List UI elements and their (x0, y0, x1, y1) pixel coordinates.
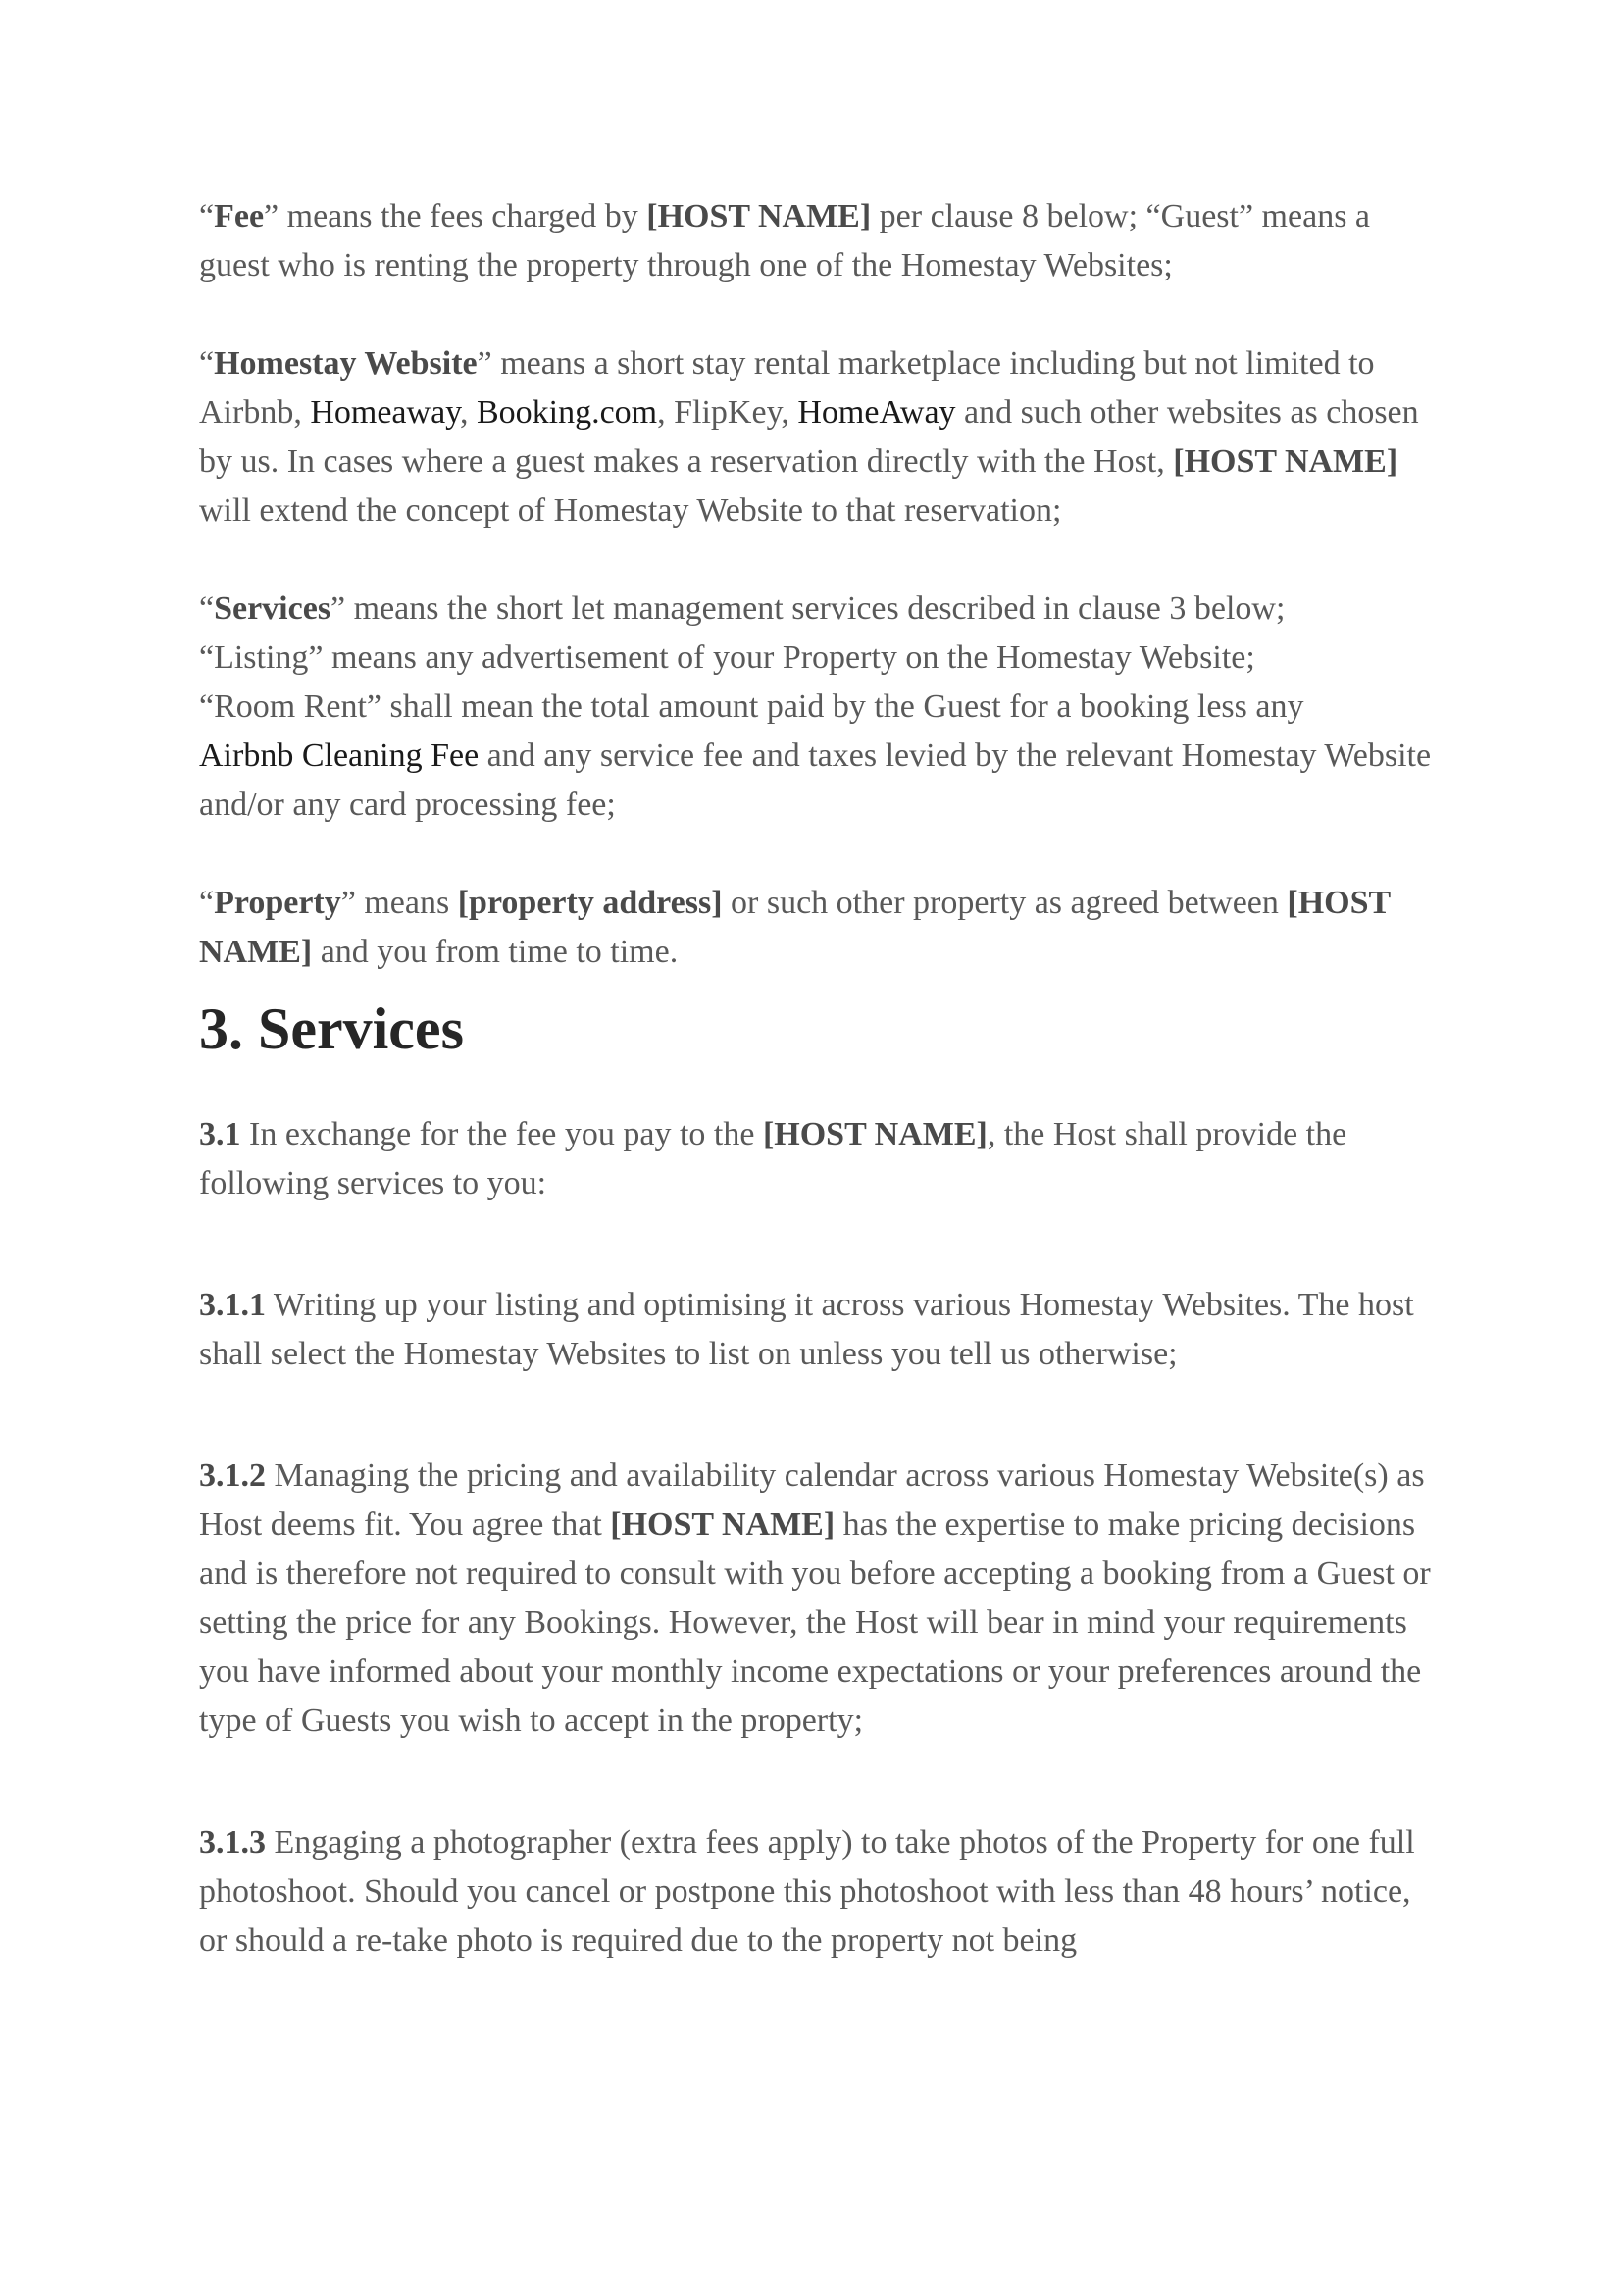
clause-text: Writing up your listing and optimising it across various Homestay Websites. The host shall select the Homestay Websites to list on unless you tell us otherwise; (199, 1287, 1414, 1372)
term-fee: Fee (214, 198, 265, 234)
term-services: Services (214, 590, 331, 627)
definition-room-rent: “Room Rent” shall mean the total amount paid by the Guest for a booking less any (199, 688, 1304, 725)
clause-number: 3.1.1 (199, 1287, 266, 1323)
clause-number: 3.1 (199, 1116, 241, 1152)
term-homestay-website: Homestay Website (214, 345, 478, 382)
clause-3-1-1 (199, 1281, 1445, 1379)
definition-text: will extend the concept of Homestay Website to that reservation; (199, 492, 1062, 529)
definition-text: means the fees charged by (279, 198, 647, 234)
link-homeaway[interactable]: Homeaway (310, 394, 460, 431)
clause-3-1-3 (199, 1818, 1445, 1965)
definition-text: means a short stay rental marketplace including but not limited to Airbnb, (199, 345, 1375, 431)
link-airbnb-cleaning-fee[interactable]: Airbnb Cleaning Fee (199, 738, 480, 774)
definition-text: and you from time to time. (312, 934, 679, 970)
clause-number: 3.1.2 (199, 1457, 266, 1494)
property-address-placeholder: [property address] (457, 885, 723, 921)
host-name-placeholder: [HOST NAME] (610, 1506, 836, 1543)
document-page (199, 192, 1445, 1965)
definition-fee: “Fee” means the fees charged by [HOST NAME] per clause 8 below; “Guest” means a guest who is renting the property through one of the Homestay Websites; (199, 198, 1371, 283)
link-homeaway-2[interactable]: HomeAway (797, 394, 956, 431)
link-booking-com[interactable]: Booking.com (476, 394, 658, 431)
definition-text: per clause 8 below; “Guest” means a guest who is renting the property through one of the Homestay Websites; (199, 198, 1371, 283)
clause-text: Managing the pricing and availability calendar across various Homestay Website(s) as Host deems fit. You agree that (199, 1457, 1425, 1543)
definition-listing: “Listing” means any advertisement of your Property on the Homestay Website; (199, 639, 1255, 676)
definition-property: “Property” means [property address] or such other property as agreed between [HOST NAME] and you from time to time. (199, 885, 1391, 970)
definition-text: or such other property as agreed between (722, 885, 1288, 921)
host-name-placeholder: [HOST NAME] (762, 1116, 988, 1152)
clause-text: , the Host shall provide the following services to you: (199, 1116, 1347, 1201)
definition-text: and any service fee and taxes levied by the relevant Homestay Website and/or any card processing fee; (199, 738, 1432, 823)
host-name-placeholder: [HOST NAME] (199, 885, 1391, 970)
definition-services: “Services” means the short let management services described in clause 3 below; “Listing” means any advertisement of your Property on the Homestay Website; “Room Rent” shall mean the total amount paid by the Guest for a booking less any Airbnb Cleaning Fee and any service fee and taxes levied by the relevant Homestay Website and/or any card processing fee; (199, 590, 1432, 823)
clause-text: has the expertise to make pricing decisions and is therefore not required to consult with you before accepting a booking from a Guest or setting the price for any Bookings. However, the Host will bear in mind your requirements you have informed about your monthly income expectations or your preferences around the type of Guests you wish to accept in the property; (199, 1506, 1431, 1739)
clause-3-1 (199, 1110, 1445, 1208)
clause-text: Engaging a photographer (extra fees apply) to take photos of the Property for one full photoshoot. Should you cancel or postpone this photoshoot with less than 48 hours’ notice, or should a re-take photo is required due to the property not being (199, 1824, 1415, 1959)
clause-number: 3.1.3 (199, 1824, 266, 1861)
clause-3-1-2 (199, 1452, 1445, 1746)
host-name-placeholder: [HOST NAME] (1173, 443, 1398, 480)
definition-text: means (355, 885, 458, 921)
host-name-placeholder: [HOST NAME] (646, 198, 872, 234)
definition-text: and such other websites as chosen by us. In cases where a guest makes a reservation directly with the Host, (199, 394, 1419, 480)
separator: , (459, 394, 477, 431)
definition-homestay-website: “Homestay Website” means a short stay rental marketplace including but not limited to Airbnb, Homeaway, Booking.com, FlipKey, HomeAway and such other websites as chosen by us. In cases where a guest makes a reservation directly with the Host, [HOST NAME] will extend the concept of Homestay Website to that reservation; (199, 345, 1419, 529)
definition-text: means the short let management services described in clause 3 below; (345, 590, 1286, 627)
term-property: Property (214, 885, 341, 921)
clause-text: In exchange for the fee you pay to the (240, 1116, 763, 1152)
section-heading: 3. Services (199, 996, 464, 1061)
definition-text: , FlipKey, (657, 394, 798, 431)
